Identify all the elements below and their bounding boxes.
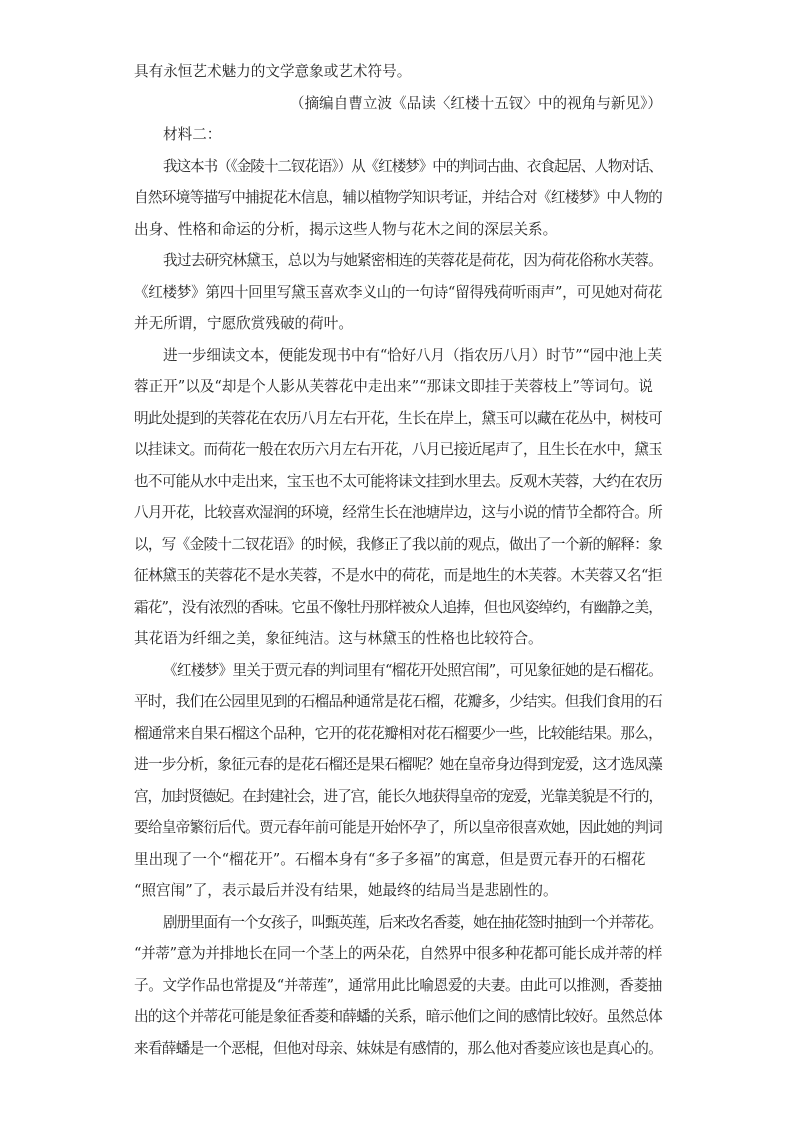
text-line: 里出现了一个“榴花开”。石榴本身有“多子多福”的寓意，但是贾元春开的石榴花 [134,850,646,868]
text-line: 也不可能从水中走出来，宝玉也不太可能将诔文挂到水里去。反观木芙蓉，大约在农历 [134,472,662,490]
text-line: 具有永恒艺术魅力的文学意象或艺术符号。 [134,63,412,80]
text-line: 出身、性格和命运的分析，揭示这些人物与花木之间的深层关系。 [134,220,558,238]
text-line: 《红楼梦》第四十回里写黛玉喜欢李义山的一句诗“留得残荷听雨声”，可见她对荷花 [134,283,662,301]
text-line: “照宫闱”了，表示最后并没有结果，她最终的结局当是悲剧性的。 [134,882,558,899]
text-line: 要给皇帝繁衍后代。贾元春年前可能是开始怀孕了，所以皇帝很喜欢她，因此她的判词 [134,819,662,836]
text-line: 剧册里面有一个女孩子，叫甄英莲，后来改名香菱，她在抽花签时抽到一个并蒂花。 [163,913,662,931]
source-citation: （摘编自曹立波《品读〈红楼十五钗〉中的视角与新见》） [289,94,662,112]
text-line: 出的这个并蒂花可能是象征香菱和薛蟠的关系，暗示他们之间的感情比较好。虽然总体 [134,1008,662,1025]
text-line: 材料二： [163,126,222,143]
text-line: 自然环境等描写中捕捉花木信息，辅以植物学知识考证，并结合对《红楼梦》中人物的 [134,189,662,206]
text-line: 以，写《金陵十二钗花语》的时候，我修正了我以前的观点，做出了一个新的解释：象 [134,535,662,553]
text-line: “并蒂”意为并排地长在同一个茎上的两朵花，自然界中很多种花都可能长成并蒂的样 [134,945,662,962]
text-line: 八月开花，比较喜欢湿润的环境，经常生长在池塘岸边，这与小说的情节全都符合。所 [134,504,662,521]
text-line: 征林黛玉的芙蓉花不是水芙蓉，不是水中的荷花，而是地生的木芙蓉。木芙蓉又名“拒 [134,567,662,584]
text-line: 子。文学作品也常提及“并蒂莲”，通常用此比喻恩爱的夫妻。由此可以推测，香菱抽 [134,976,662,994]
text-line: 蓉正开”以及“却是个人影从芙蓉花中走出来”“那诔文即挂于芙蓉枝上”等词句。说 [134,378,653,395]
text-line: 进一步分析，象征元春的是花石榴还是果石榴呢？她在皇帝身边得到宠爱，这才选凤藻 [134,756,662,773]
text-line: 榴通常来自果石榴这个品种，它开的花花瓣相对花石榴要少一些，比较能结果。那么， [134,724,662,742]
document-body [134,56,662,1064]
text-line: 宫，加封贤德妃。在封建社会，进了宫，能长久地获得皇帝的宠爱，光靠美貌是不行的， [134,787,662,805]
text-line: 并无所谓，宁愿欣赏残破的荷叶。 [134,315,353,332]
text-line: 平时，我们在公园里见到的石榴品种通常是花石榴，花瓣多，少结实。但我们食用的石 [134,693,662,710]
text-line: 《红楼梦》里关于贾元春的判词里有“榴花开处照宫闱”，可见象征她的是石榴花。 [163,661,662,679]
text-line: 霜花”，没有浓烈的香味。它虽不像牡丹那样被众人追捧，但也风姿绰约，有幽静之美， [134,598,662,616]
text-line: 进一步细读文本，便能发现书中有“恰好八月（指农历八月）时节”“园中池上芙 [163,346,662,364]
text-line: 其花语为纤细之美，象征纯洁。这与林黛玉的性格也比较符合。 [134,630,543,647]
text-line: 我这本书（《金陵十二钗花语》）从《红楼梦》中的判词古曲、衣食起居、人物对话、 [163,157,662,175]
text-line: 我过去研究林黛玉，总以为与她紧密相连的芙蓉花是荷花，因为荷花俗称水芙蓉。 [163,252,662,269]
text-line: 来看薛蟠是一个恶棍，但他对母亲、妹妹是有感情的，那么他对香菱应该也是真心的。 [134,1039,662,1057]
text-line: 明此处提到的芙蓉花在农历八月左右开花，生长在岸上，黛玉可以藏在花丛中，树枝可 [134,409,662,427]
text-line: 以挂诔文。而荷花一般在农历六月左右开花，八月已接近尾声了，且生长在水中，黛玉 [134,441,662,458]
